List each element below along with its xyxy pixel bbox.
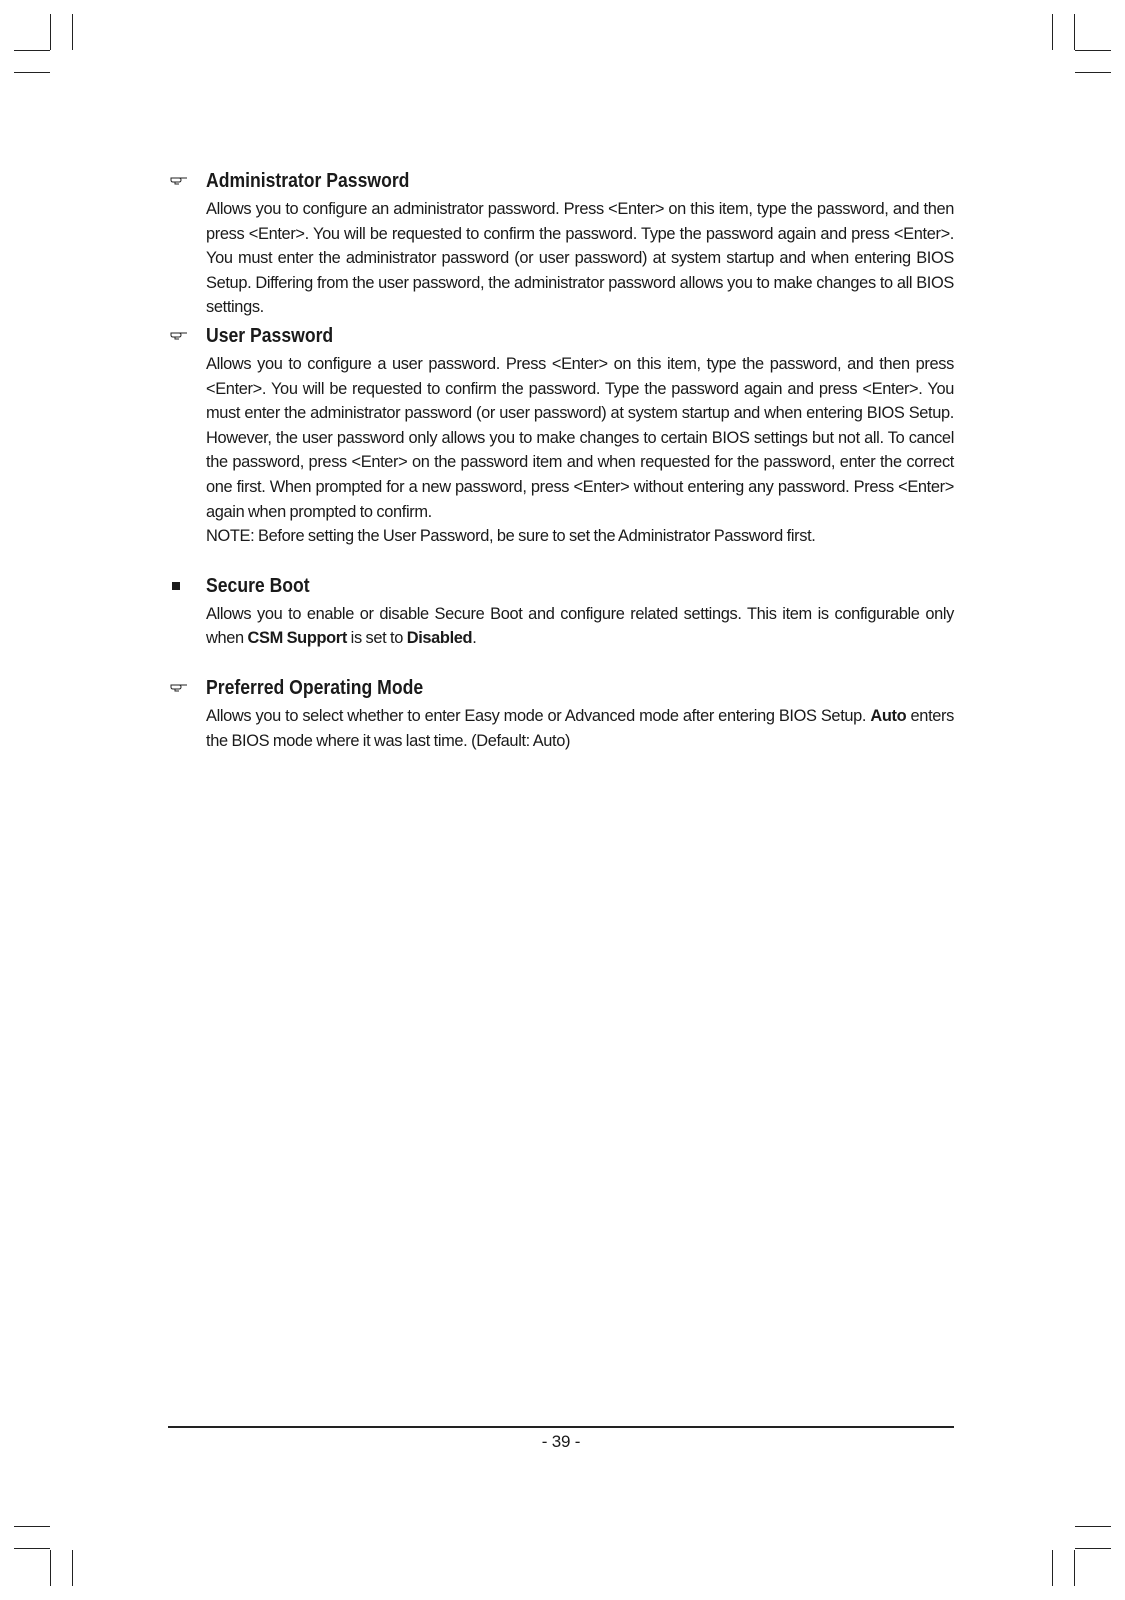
crop-mark bbox=[14, 50, 50, 51]
crop-mark bbox=[14, 72, 50, 73]
crop-mark bbox=[1074, 1550, 1075, 1586]
section-preferred-operating-mode bbox=[168, 675, 954, 753]
section-description: Allows you to select whether to enter Easy mode or Advanced mode after entering BIOS Setup. Auto enters the BIOS mode where it was last time. (Default: Auto) bbox=[206, 706, 954, 750]
crop-mark bbox=[1075, 72, 1111, 73]
crop-mark bbox=[1075, 50, 1111, 51]
section-user-password bbox=[168, 323, 954, 549]
page-number: - 39 - bbox=[541, 1432, 581, 1451]
crop-mark bbox=[1052, 14, 1053, 50]
section-title: User Password bbox=[206, 324, 334, 347]
crop-mark bbox=[50, 1550, 51, 1586]
pointing-hand-icon bbox=[170, 329, 188, 341]
section-description: Allows you to configure a user password. Press <Enter> on this item, type the password, and then press <Enter>. You will be requested to confirm the password. Type the password again and press <Enter>. You must enter the administrator password (or user password) at system startup and when entering BIOS Setup. However, the user password only allows you to make changes to certain BIOS settings but not all. To cancel the password, press <Enter> on the password item and when requested for the password, enter the correct one first. When prompted for a new password, press <Enter> without entering any password. Press <Enter> again when prompted to confirm. bbox=[206, 354, 954, 521]
crop-mark bbox=[1075, 1548, 1111, 1549]
document-body bbox=[168, 168, 954, 753]
crop-mark bbox=[14, 1548, 50, 1549]
auto-term: Auto bbox=[870, 706, 907, 725]
section-title: Preferred Operating Mode bbox=[206, 676, 424, 699]
section-title: Secure Boot bbox=[206, 574, 310, 597]
crop-mark bbox=[1052, 1550, 1053, 1586]
crop-mark bbox=[1075, 1526, 1111, 1527]
section-title: Administrator Password bbox=[206, 170, 410, 192]
csm-support-term: CSM Support bbox=[247, 629, 347, 648]
crop-mark bbox=[72, 1550, 73, 1586]
square-bullet-icon bbox=[172, 582, 180, 590]
section-description: Allows you to enable or disable Secure Boot and configure related settings. This item is configurable only when CSM Support is set to Disabled. bbox=[206, 604, 954, 648]
section-administrator-password bbox=[168, 168, 954, 320]
section-secure-boot bbox=[168, 573, 954, 651]
pointing-hand-icon bbox=[170, 681, 188, 693]
footer-divider bbox=[168, 1426, 954, 1428]
pointing-hand-icon bbox=[170, 174, 188, 186]
crop-mark bbox=[14, 1526, 50, 1527]
crop-mark bbox=[1074, 14, 1075, 50]
section-description: Allows you to configure an administrator password. Press <Enter> on this item, type the password, and then press <Enter>. You will be requested to confirm the password. Type the password again and press <Enter>. You must enter the administrator password (or user password) at system startup and when entering BIOS Setup. Differing from the user password, the administrator password allows you to make changes to all BIOS settings. bbox=[206, 200, 954, 317]
crop-mark bbox=[72, 14, 73, 50]
disabled-term: Disabled bbox=[406, 629, 473, 648]
section-note: NOTE: Before setting the User Password, be sure to set the Administrator Password first. bbox=[206, 527, 816, 546]
crop-mark bbox=[50, 14, 51, 50]
